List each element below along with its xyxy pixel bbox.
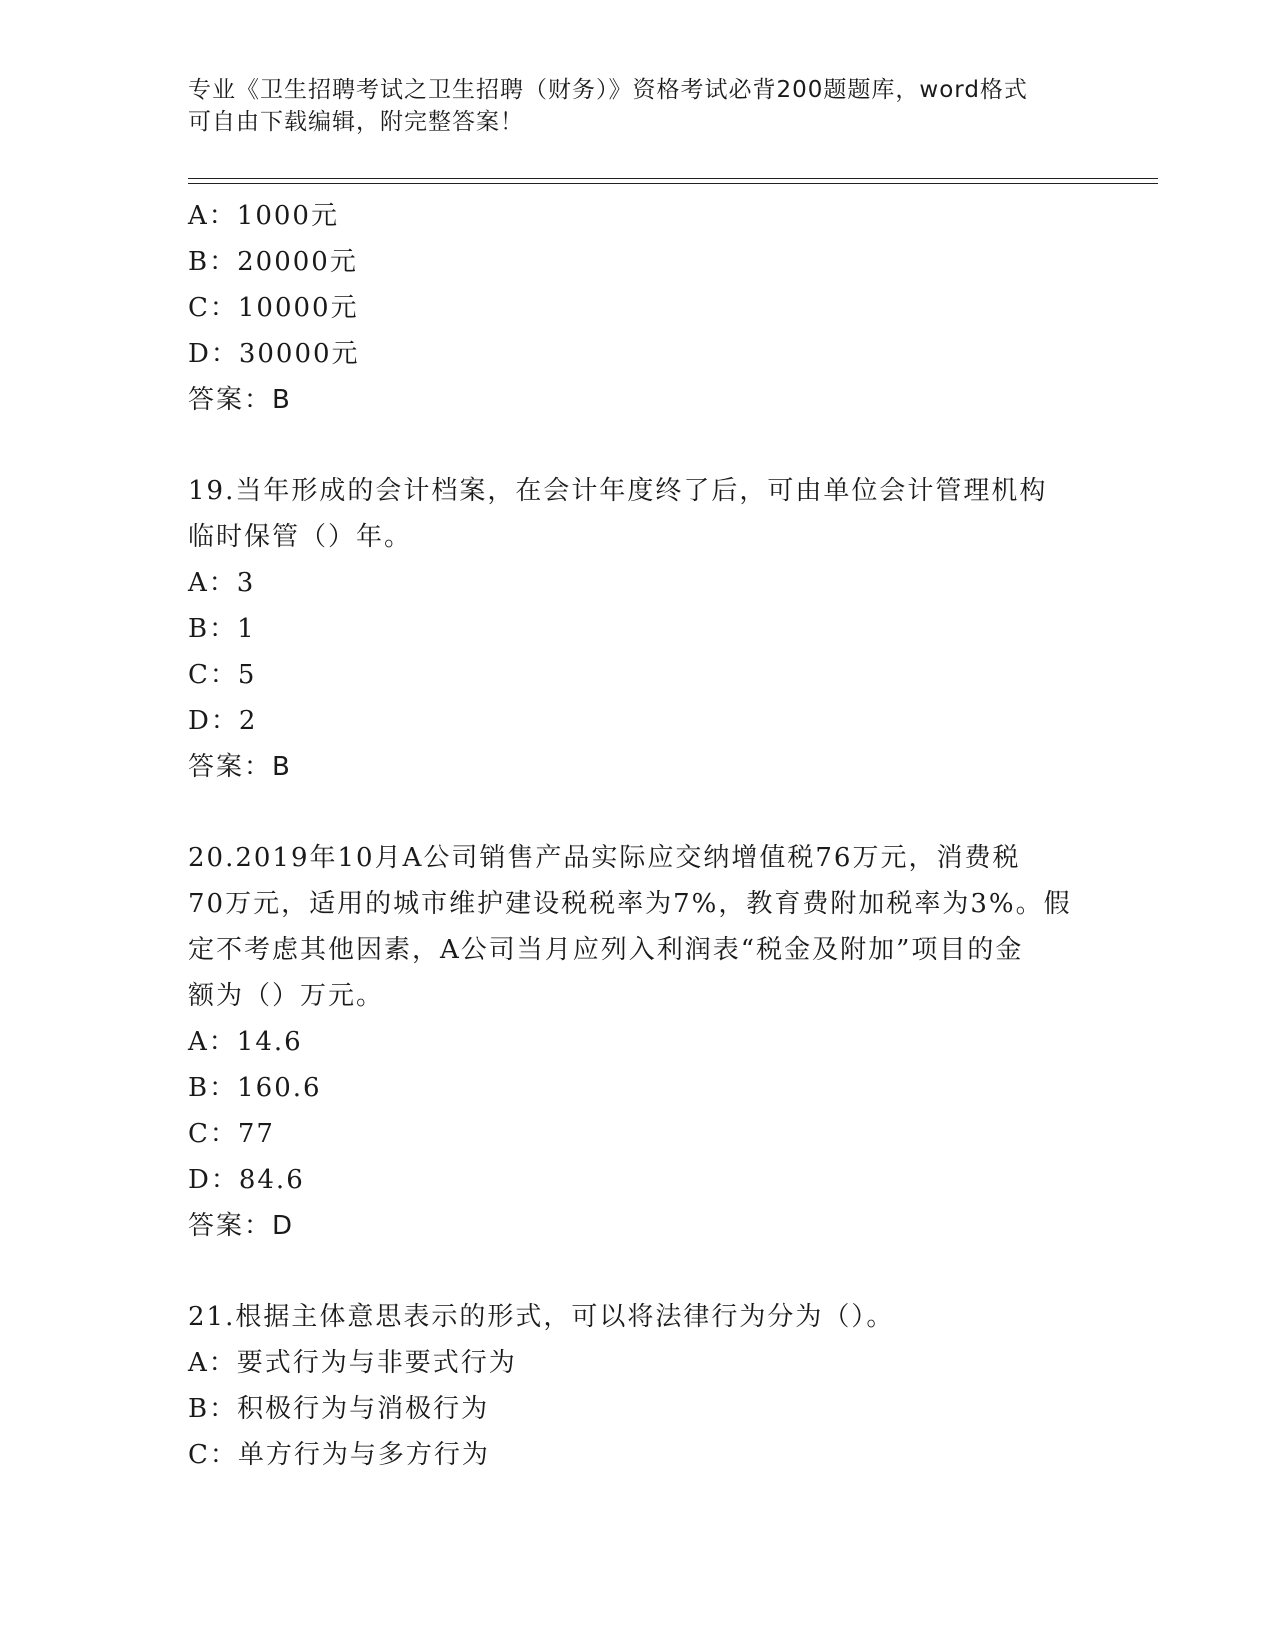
option-a: A：1000元 xyxy=(188,201,339,231)
question-20 xyxy=(188,835,1088,1249)
spacer xyxy=(188,1249,1088,1294)
question-text: 70万元，适用的城市维护建设税税率为7%，教育费附加税率为3%。假 xyxy=(188,889,1072,919)
option-b: B：积极行为与消极行为 xyxy=(188,1394,490,1424)
question-text: 额为（）万元。 xyxy=(188,981,385,1011)
answer: 答案：B xyxy=(188,385,292,415)
option-d: D：2 xyxy=(188,706,258,736)
option-c: C：单方行为与多方行为 xyxy=(188,1440,490,1470)
spacer xyxy=(188,423,1088,468)
question-text: 19.当年形成的会计档案，在会计年度终了后，可由单位会计管理机构 xyxy=(188,476,1048,506)
question-21 xyxy=(188,1294,1088,1478)
question-text: 20.2019年10月A公司销售产品实际应交纳增值税76万元，消费税 xyxy=(188,843,1021,873)
option-c: C：77 xyxy=(188,1119,275,1149)
option-a: A：3 xyxy=(188,568,256,598)
answer: 答案：B xyxy=(188,752,292,782)
option-d: D：84.6 xyxy=(188,1165,305,1195)
option-d: D：30000元 xyxy=(188,339,360,369)
answer: 答案：D xyxy=(188,1211,295,1241)
question-list xyxy=(188,193,1088,1478)
question-18-continued xyxy=(188,193,1088,423)
question-text: 21.根据主体意思表示的形式，可以将法律行为分为（）。 xyxy=(188,1302,895,1332)
header-line-1: 专业《卫生招聘考试之卫生招聘（财务）》资格考试必背200题题库，word格式 xyxy=(188,77,1028,103)
option-a: A：14.6 xyxy=(188,1027,303,1057)
document-header xyxy=(188,74,1088,138)
option-b: B：160.6 xyxy=(188,1073,322,1103)
question-text: 定不考虑其他因素，A公司当月应列入利润表“税金及附加”项目的金 xyxy=(188,935,1024,965)
option-b: B：1 xyxy=(188,614,256,644)
option-c: C：10000元 xyxy=(188,293,359,323)
option-b: B：20000元 xyxy=(188,247,358,277)
spacer xyxy=(188,790,1088,835)
option-c: C：5 xyxy=(188,660,257,690)
question-text: 临时保管（）年。 xyxy=(188,522,413,552)
option-a: A：要式行为与非要式行为 xyxy=(188,1348,517,1378)
header-divider-bottom xyxy=(188,183,1158,184)
header-line-2: 可自由下载编辑，附完整答案！ xyxy=(188,109,524,135)
header-divider-top xyxy=(188,178,1158,179)
question-19 xyxy=(188,468,1088,790)
